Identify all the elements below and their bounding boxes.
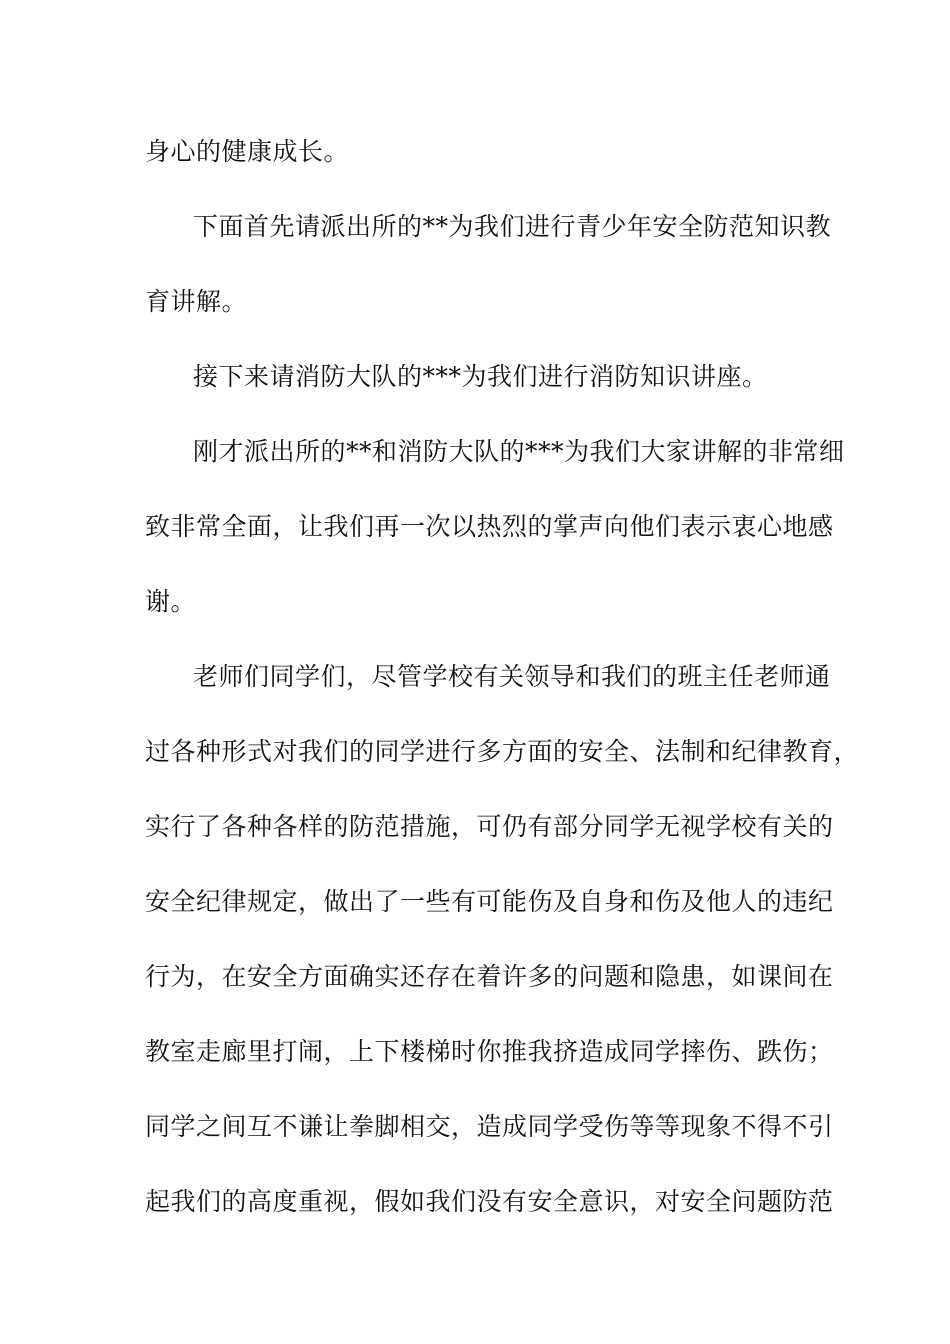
text-line: 刚才派出所的**和消防大队的***为我们大家讲解的非常细 [193,437,845,466]
text-line: 老师们同学们，尽管学校有关领导和我们的班主任老师通 [193,662,831,691]
text-line: 身心的健康成长。 [145,137,350,166]
text-line: 谢。 [145,587,197,616]
text-line: 安全纪律规定，做出了一些有可能伤及自身和伤及他人的违纪 [145,887,834,916]
text-line: 行为，在安全方面确实还存在着许多的问题和隐患，如课间在 [145,962,834,991]
text-line: 致非常全面，让我们再一次以热烈的掌声向他们表示衷心地感 [145,512,834,541]
text-line: 下面首先请派出所的**为我们进行青少年安全防范知识教 [193,212,832,241]
text-line: 实行了各种各样的防范措施，可仍有部分同学无视学校有关的 [145,812,834,841]
text-line: 起我们的高度重视，假如我们没有安全意识，对安全问题防范 [145,1187,834,1216]
text-line: 过各种形式对我们的同学进行多方面的安全、法制和纪律教育， [145,737,860,766]
text-line: 同学之间互不谦让拳脚相交，造成同学受伤等等现象不得不引 [145,1112,834,1141]
text-line: 教室走廊里打闹，上下楼梯时你推我挤造成同学摔伤、跌伤； [145,1037,834,1066]
text-line: 育讲解。 [145,287,248,316]
text-line: 接下来请消防大队的***为我们进行消防知识讲座。 [193,362,768,391]
